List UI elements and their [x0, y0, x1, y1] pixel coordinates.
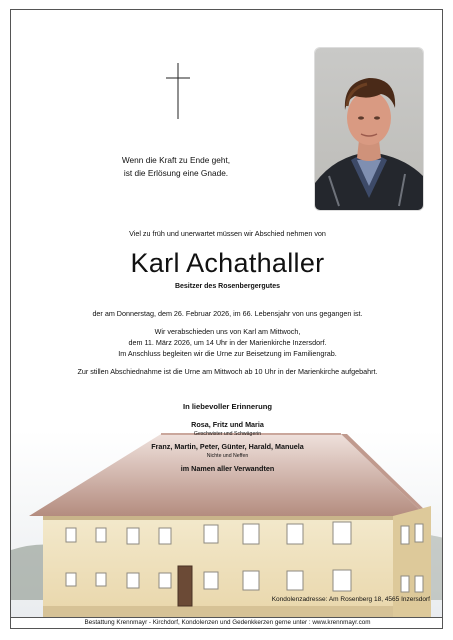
family-relation-2: Nichte und Neffen — [206, 453, 249, 459]
portrait-photo — [314, 47, 424, 211]
funeral-home-footer: Bestattung Krennmayr - Kirchdorf, Kondolenzen und Gedenkkerzen gerne unter : www.krennmayr.com — [11, 617, 443, 628]
viewing-notice: Zur stillen Abschiednahme ist die Urne am Mittwoch ab 10 Uhr in der Marienkirche aufgebahrt. — [77, 367, 378, 376]
cross-icon — [166, 63, 190, 119]
family-names-2: Franz, Martin, Peter, Günter, Harald, Manuela — [151, 442, 304, 451]
verse-line-1: Wenn die Kraft zu Ende geht, — [121, 155, 231, 165]
verse-line-2: ist die Erlösung eine Gnade. — [123, 168, 229, 178]
farewell-line-3: Im Anschluss begleiten wir die Urne zur Beisetzung im Familiengrab. — [118, 349, 337, 358]
condolence-address: Kondolenzadresse: Am Rosenberg 18, 4565 Inzersdorf — [271, 596, 430, 603]
intro-text: Viel zu früh und unerwartet müssen wir Abschied nehmen von — [129, 229, 326, 238]
family-names-1: Rosa, Fritz und Maria — [191, 420, 264, 429]
farewell-line-1: Wir verabschieden uns von Karl am Mittwoch, — [154, 327, 301, 336]
memory-heading: In liebevoller Erinnerung — [182, 402, 273, 411]
obituary-card — [10, 9, 443, 629]
deceased-name: Karl Achathaller — [130, 248, 325, 278]
relatives-text: im Namen aller Verwandten — [180, 464, 275, 473]
deceased-role: Besitzer des Rosenbergergutes — [174, 283, 281, 290]
family-relation-1: Geschwister und Schwägerin — [193, 431, 262, 437]
farewell-line-2: dem 11. März 2026, um 14 Uhr in der Marienkirche Inzersdorf. — [128, 338, 327, 347]
verse — [61, 154, 291, 180]
death-notice: der am Donnerstag, dem 26. Februar 2026, im 66. Lebensjahr von uns gegangen ist. — [92, 309, 363, 318]
